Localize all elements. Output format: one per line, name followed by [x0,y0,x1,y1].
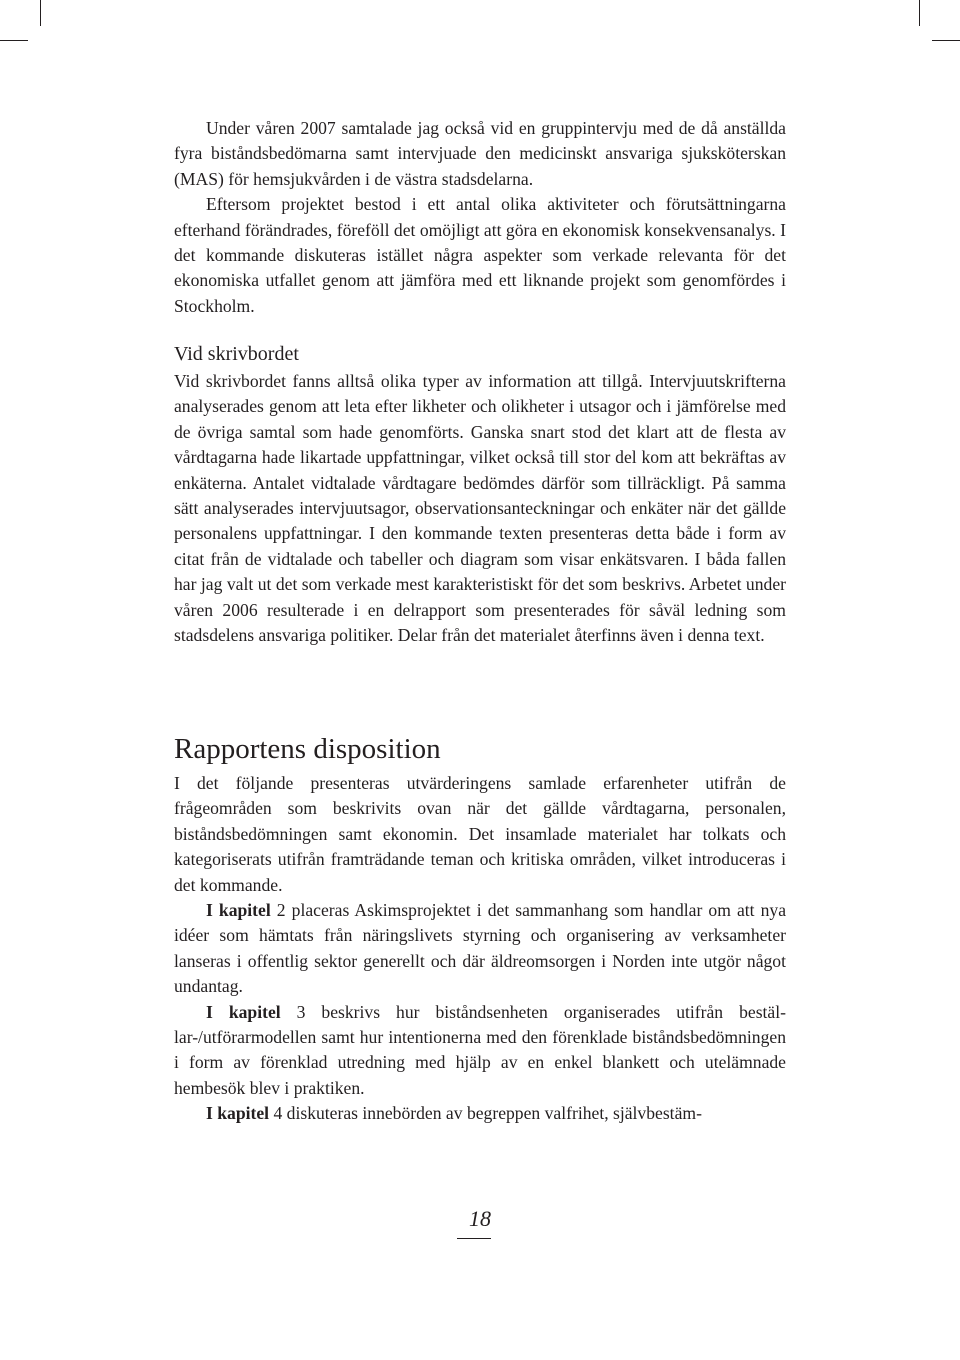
paragraph-economics: Eftersom projektet bestod i ett antal olika aktiviteter och förutsättningarna efterhand förändrades, föreföll det omöjligt att göra en ekonomisk konsekvensanalys. I det kommande diskuteras istället några aspekter som verkade relevanta för det ekonomiska utfallet genom att jämföra med ett liknande projekt som genomfördes i Stockholm. [174,194,786,316]
chapter-2-text: 2 placeras Askimsprojektet i det sammanhang som handlar om att nya idéer som hämtats från näringslivets styrning och organisering av verksamheter lanseras i offentlig sektor generellt och där äldreomsorgen i Norden inte utgör något undantag. [174,900,786,997]
section-desk [174,341,786,648]
chapter-2-label: I kapitel [206,900,271,921]
section-intro [174,116,786,319]
chapter-3-label: I kapitel [206,1001,281,1022]
section-disposition [174,731,786,1127]
heading-vid-skrivbordet: Vid skrivbordet [174,343,299,365]
paragraph-disposition-intro: I det följande presenteras utvärderingens samlade erfarenheter utifrån de frågeområden som beskrivits ovan när det gällde vårdtagarna, personalen, biståndsbedömningen samt ekonomin. Det insamlade materialet har tolkats och kategoriserats utifrån framträdande teman och kritiska områden, vilket introduceras i det kommande. [174,773,786,895]
paragraph-interviews: Under våren 2007 samtalade jag också vid en gruppintervju med de då anställda fyra biståndsbedömarna samt intervjuade den medicinskt ansvariga sjuksköterskan (MAS) för hemsjukvården i de västra stadsdelarna. [174,118,786,189]
chapter-4-label: I kapitel [206,1103,270,1124]
chapter-4-text: 4 diskuteras innebörden av begreppen valfrihet, självbestäm- [269,1103,702,1124]
page-number: 18 [469,1206,491,1231]
paragraph-chapter-4 [174,1101,786,1126]
paragraph-chapter-3 [174,1000,786,1102]
heading-rapportens-disposition: Rapportens disposition [174,733,441,765]
crop-mark-top-left [40,0,41,26]
paragraph-desk-analysis: Vid skrivbordet fanns alltså olika typer av information att tillgå. Intervjuutskrifterna analyserades genom att leta efter likheter och olikheter i utsagor och i jämförelse med de övriga samtal som hade genomförts. Ganska snart stod det klart att de flesta av vårdtagarna hade likartade uppfattningar, vilket också till stor del kom att bekräftas av enkäterna. Antalet vidtalade vårdtagare bedömdes därför som tillräckligt. På samma sätt analyserades intervjuutsagor, observationsanteckningar och enkäter när det gällde personalens uppfattningar. I den kommande texten presenteras detta både i form av citat från de vidtalade och tabeller och diagram som visar enkätsvaren. I båda fallen har jag valt ut det som verkade mest karakteristiskt för det som beskrivs. Arbetet under våren 2006 resulterade i en delrapport som presenterades för såväl ledning som stadsdelens ansvariga politiker. Delar från det materialet återfinns även i denna text. [174,371,786,646]
chapter-3-text: 3 beskrivs hur biståndsenheten organiserades utifrån beställar-/utförarmodellen samt hur intentionerna med den förenklade biståndsbedömningen i form av förenklad utredning med hjälp av en enkel blankett och utelämnade hembesök blev i praktiken. [174,1001,786,1098]
crop-mark-right-top [932,40,960,41]
paragraph-chapter-2 [174,898,786,1000]
crop-mark-top-right [919,0,920,26]
page-number-rule [457,1238,491,1239]
crop-mark-left-top [0,40,28,41]
